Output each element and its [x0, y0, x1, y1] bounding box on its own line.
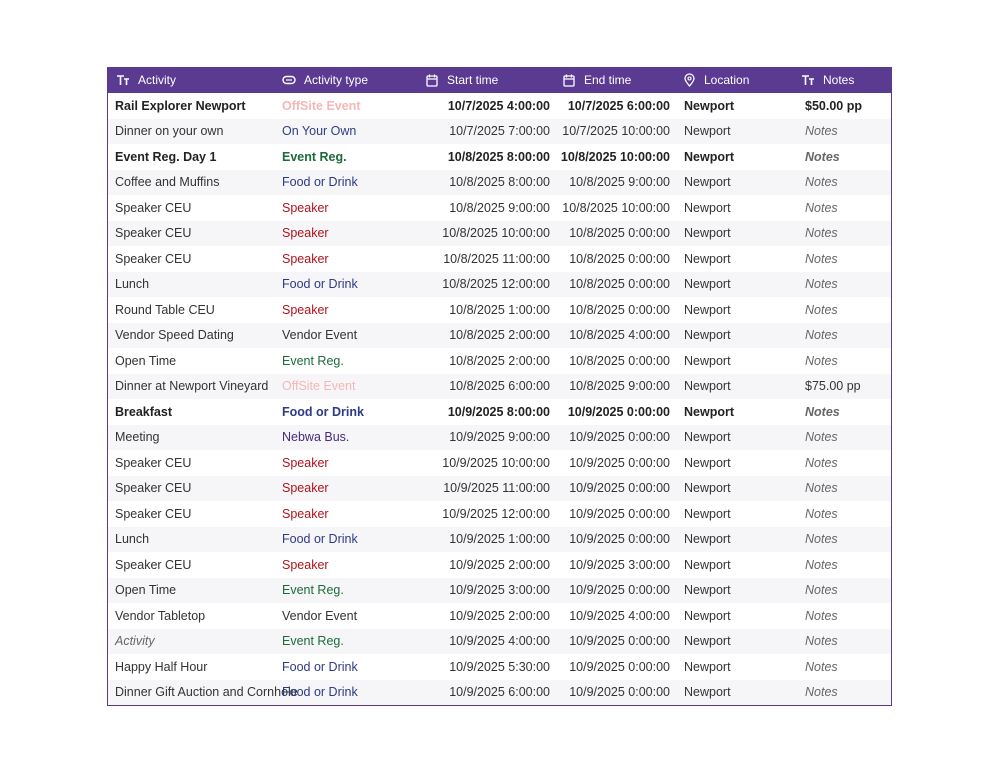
end-time-cell[interactable]: 10/8/2025 0:00:00	[569, 353, 670, 368]
column-header-start-time[interactable]	[417, 67, 554, 93]
table-row[interactable]	[108, 272, 891, 298]
activity-cell[interactable]: Speaker CEU	[115, 557, 192, 572]
end-time-cell[interactable]: 10/9/2025 4:00:00	[569, 608, 670, 623]
table-row[interactable]	[108, 170, 891, 196]
text-icon	[116, 73, 130, 87]
activity-cell[interactable]: Speaker CEU	[115, 455, 192, 470]
notes-cell[interactable]: Notes	[805, 302, 838, 317]
start-time-cell[interactable]: 10/9/2025 8:00:00	[447, 404, 550, 419]
activity-type-cell[interactable]: OffSite Event	[282, 379, 356, 394]
start-time-cell[interactable]: 10/9/2025 5:30:00	[449, 659, 550, 674]
column-header-label: Activity	[138, 73, 177, 87]
start-time-cell[interactable]: 10/9/2025 2:00:00	[449, 557, 550, 572]
table-row[interactable]	[108, 93, 891, 119]
notes-cell[interactable]: Notes	[805, 608, 838, 623]
table-row[interactable]	[108, 450, 891, 476]
notes-cell[interactable]: Notes	[805, 149, 840, 164]
activity-cell[interactable]: Dinner Gift Auction and Cornhole	[115, 685, 298, 700]
table-row[interactable]	[108, 374, 891, 400]
location-cell[interactable]: Newport	[684, 251, 731, 266]
activity-cell[interactable]: Dinner at Newport Vineyard	[115, 379, 269, 394]
table-row[interactable]	[108, 501, 891, 527]
end-time-cell[interactable]: 10/9/2025 0:00:00	[569, 532, 670, 547]
activity-cell[interactable]: Vendor Speed Dating	[115, 328, 234, 343]
activity-cell[interactable]: Breakfast	[115, 404, 172, 419]
activity-type-cell[interactable]: Speaker	[282, 251, 329, 266]
notes-cell[interactable]: Notes	[805, 583, 838, 598]
notes-cell[interactable]: Notes	[805, 353, 838, 368]
start-time-cell[interactable]: 10/8/2025 6:00:00	[449, 379, 550, 394]
start-time-cell[interactable]: 10/8/2025 2:00:00	[449, 328, 550, 343]
end-time-cell[interactable]: 10/8/2025 0:00:00	[569, 302, 670, 317]
start-time-cell[interactable]: 10/8/2025 1:00:00	[449, 302, 550, 317]
notes-cell[interactable]: $75.00 pp	[805, 379, 861, 394]
table-row[interactable]	[108, 119, 891, 145]
start-time-cell[interactable]: 10/9/2025 11:00:00	[443, 481, 550, 496]
table-row[interactable]	[108, 348, 891, 374]
notes-cell[interactable]: Notes	[805, 557, 838, 572]
table-row[interactable]	[108, 425, 891, 451]
start-time-cell[interactable]: 10/9/2025 1:00:00	[449, 532, 550, 547]
notes-cell[interactable]: Notes	[805, 634, 838, 649]
activity-cell[interactable]: Lunch	[115, 277, 150, 292]
activity-cell[interactable]: Open Time	[115, 583, 177, 598]
end-time-cell[interactable]: 10/8/2025 10:00:00	[560, 149, 670, 164]
notes-cell[interactable]: Notes	[805, 175, 838, 190]
column-header-location[interactable]	[674, 67, 793, 93]
table-header	[108, 67, 891, 93]
table-row[interactable]	[108, 552, 891, 578]
table-row[interactable]	[108, 603, 891, 629]
column-header-activity-type[interactable]	[274, 67, 417, 93]
location-cell[interactable]: Newport	[684, 149, 734, 164]
end-time-cell[interactable]: 10/9/2025 0:00:00	[569, 481, 670, 496]
start-time-cell[interactable]: 10/9/2025 12:00:00	[442, 506, 550, 521]
text-icon	[801, 73, 815, 87]
notes-cell[interactable]: Notes	[805, 251, 838, 266]
end-time-cell[interactable]: 10/8/2025 9:00:00	[569, 175, 670, 190]
end-time-cell[interactable]: 10/9/2025 0:00:00	[569, 455, 670, 470]
activity-type-cell[interactable]: Food or Drink	[282, 175, 358, 190]
activity-type-cell[interactable]: Speaker	[282, 506, 329, 521]
activity-cell[interactable]: Speaker CEU	[115, 200, 192, 215]
notes-cell[interactable]: Notes	[805, 506, 838, 521]
location-cell[interactable]: Newport	[684, 557, 731, 572]
start-time-cell[interactable]: 10/7/2025 4:00:00	[447, 98, 550, 113]
table-body	[108, 93, 891, 705]
end-time-cell[interactable]: 10/8/2025 10:00:00	[562, 200, 670, 215]
schedule-table	[107, 67, 892, 706]
activity-cell[interactable]: Dinner on your own	[115, 124, 224, 139]
location-cell[interactable]: Newport	[684, 353, 731, 368]
column-header-label: Location	[704, 73, 750, 87]
start-time-cell[interactable]: 10/8/2025 9:00:00	[449, 200, 550, 215]
column-header-label: Start time	[447, 73, 499, 87]
notes-cell[interactable]: $50.00 pp	[805, 98, 862, 113]
activity-cell[interactable]: Round Table CEU	[115, 302, 215, 317]
location-cell[interactable]: Newport	[684, 124, 731, 139]
activity-cell[interactable]: Happy Half Hour	[115, 659, 208, 674]
calendar-icon	[425, 73, 439, 87]
start-time-cell[interactable]: 10/8/2025 12:00:00	[442, 277, 550, 292]
activity-cell[interactable]: Event Reg. Day 1	[115, 149, 217, 164]
location-cell[interactable]: Newport	[684, 379, 731, 394]
table-row[interactable]	[108, 680, 891, 706]
activity-type-cell[interactable]: Food or Drink	[282, 659, 358, 674]
activity-type-cell[interactable]: Food or Drink	[282, 685, 358, 700]
location-cell[interactable]: Newport	[684, 404, 734, 419]
activity-cell[interactable]: Vendor Tabletop	[115, 608, 206, 623]
end-time-cell[interactable]: 10/9/2025 3:00:00	[569, 557, 670, 572]
end-time-cell[interactable]: 10/9/2025 0:00:00	[569, 685, 670, 700]
start-time-cell[interactable]: 10/7/2025 7:00:00	[449, 124, 550, 139]
start-time-cell[interactable]: 10/8/2025 11:00:00	[443, 251, 550, 266]
activity-cell[interactable]: Speaker CEU	[115, 506, 192, 521]
notes-cell[interactable]: Notes	[805, 200, 838, 215]
end-time-cell[interactable]: 10/8/2025 4:00:00	[569, 328, 670, 343]
activity-type-cell[interactable]: Speaker	[282, 481, 329, 496]
activity-type-cell[interactable]: Vendor Event	[282, 608, 358, 623]
calendar-icon	[562, 73, 576, 87]
activity-cell[interactable]: Lunch	[115, 532, 150, 547]
table-row[interactable]	[108, 246, 891, 272]
notes-cell[interactable]: Notes	[805, 124, 838, 139]
end-time-cell[interactable]: 10/9/2025 0:00:00	[569, 659, 670, 674]
end-time-cell[interactable]: 10/7/2025 6:00:00	[567, 98, 670, 113]
activity-cell[interactable]: Open Time	[115, 353, 177, 368]
start-time-cell[interactable]: 10/8/2025 2:00:00	[449, 353, 550, 368]
location-cell[interactable]: Newport	[684, 226, 731, 241]
start-time-cell[interactable]: 10/9/2025 2:00:00	[449, 608, 550, 623]
table-row[interactable]	[108, 323, 891, 349]
activity-type-cell[interactable]: Event Reg.	[282, 149, 347, 164]
start-time-cell[interactable]: 10/9/2025 4:00:00	[449, 634, 550, 649]
location-cell[interactable]: Newport	[684, 328, 731, 343]
activity-type-cell[interactable]: Nebwa Bus.	[282, 430, 350, 445]
location-cell[interactable]: Newport	[684, 608, 731, 623]
start-time-cell[interactable]: 10/9/2025 3:00:00	[449, 583, 550, 598]
notes-cell[interactable]: Notes	[805, 481, 838, 496]
end-time-cell[interactable]: 10/8/2025 0:00:00	[569, 226, 670, 241]
activity-type-cell[interactable]: Event Reg.	[282, 634, 344, 649]
notes-cell[interactable]: Notes	[805, 532, 838, 547]
table-row[interactable]	[108, 476, 891, 502]
column-header-label: End time	[584, 73, 632, 87]
activity-cell[interactable]: Speaker CEU	[115, 226, 192, 241]
activity-type-cell[interactable]: Speaker	[282, 200, 329, 215]
end-time-cell[interactable]: 10/7/2025 10:00:00	[562, 124, 670, 139]
location-cell[interactable]: Newport	[684, 583, 731, 598]
notes-cell[interactable]: Notes	[805, 226, 838, 241]
start-time-cell[interactable]: 10/8/2025 8:00:00	[449, 175, 550, 190]
table-row[interactable]	[108, 578, 891, 604]
location-cell[interactable]: Newport	[684, 175, 731, 190]
table-row[interactable]	[108, 221, 891, 247]
location-cell[interactable]: Newport	[684, 532, 731, 547]
activity-cell[interactable]: Activity	[115, 634, 155, 649]
activity-type-cell[interactable]: Speaker	[282, 455, 329, 470]
activity-type-cell[interactable]: OffSite Event	[282, 98, 361, 113]
location-cell[interactable]: Newport	[684, 659, 731, 674]
activity-type-cell[interactable]: Speaker	[282, 557, 329, 572]
end-time-cell[interactable]: 10/9/2025 0:00:00	[569, 583, 670, 598]
table-row[interactable]	[108, 629, 891, 655]
activity-type-cell[interactable]: Speaker	[282, 302, 329, 317]
location-cell[interactable]: Newport	[684, 481, 731, 496]
location-cell[interactable]: Newport	[684, 685, 731, 700]
end-time-cell[interactable]: 10/9/2025 0:00:00	[567, 404, 670, 419]
activity-type-cell[interactable]: On Your Own	[282, 124, 357, 139]
activity-cell[interactable]: Speaker CEU	[115, 481, 192, 496]
activity-type-cell[interactable]: Event Reg.	[282, 353, 344, 368]
end-time-cell[interactable]: 10/9/2025 0:00:00	[569, 506, 670, 521]
notes-cell[interactable]: Notes	[805, 685, 838, 700]
end-time-cell[interactable]: 10/9/2025 0:00:00	[569, 634, 670, 649]
table-row[interactable]	[108, 527, 891, 553]
location-cell[interactable]: Newport	[684, 506, 731, 521]
tag-icon	[282, 73, 296, 87]
start-time-cell[interactable]: 10/8/2025 10:00:00	[442, 226, 550, 241]
table-row[interactable]	[108, 195, 891, 221]
column-header-end-time[interactable]	[554, 67, 674, 93]
location-cell[interactable]: Newport	[684, 634, 731, 649]
activity-cell[interactable]: Rail Explorer Newport	[115, 98, 246, 113]
column-header-activity[interactable]	[108, 67, 274, 93]
table-row[interactable]	[108, 297, 891, 323]
table-row[interactable]	[108, 144, 891, 170]
activity-type-cell[interactable]: Event Reg.	[282, 583, 344, 598]
end-time-cell[interactable]: 10/8/2025 0:00:00	[569, 277, 670, 292]
start-time-cell[interactable]: 10/9/2025 6:00:00	[449, 685, 550, 700]
start-time-cell[interactable]: 10/9/2025 9:00:00	[449, 430, 550, 445]
start-time-cell[interactable]: 10/9/2025 10:00:00	[442, 455, 550, 470]
activity-cell[interactable]: Coffee and Muffins	[115, 175, 220, 190]
end-time-cell[interactable]: 10/8/2025 0:00:00	[569, 251, 670, 266]
activity-type-cell[interactable]: Speaker	[282, 226, 329, 241]
notes-cell[interactable]: Notes	[805, 455, 838, 470]
notes-cell[interactable]: Notes	[805, 328, 838, 343]
notes-cell[interactable]: Notes	[805, 404, 840, 419]
table-row[interactable]	[108, 654, 891, 680]
column-header-notes[interactable]	[793, 67, 891, 93]
end-time-cell[interactable]: 10/8/2025 9:00:00	[569, 379, 670, 394]
column-header-label: Notes	[823, 73, 855, 87]
notes-cell[interactable]: Notes	[805, 659, 838, 674]
notes-cell[interactable]: Notes	[805, 430, 838, 445]
location-cell[interactable]: Newport	[684, 455, 731, 470]
table-row[interactable]	[108, 399, 891, 425]
notes-cell[interactable]: Notes	[805, 277, 838, 292]
location-cell[interactable]: Newport	[684, 277, 731, 292]
location-cell[interactable]: Newport	[684, 430, 731, 445]
column-header-label: Activity type	[304, 73, 369, 87]
activity-type-cell[interactable]: Food or Drink	[282, 404, 364, 419]
activity-type-cell[interactable]: Food or Drink	[282, 277, 358, 292]
start-time-cell[interactable]: 10/8/2025 8:00:00	[447, 149, 550, 164]
end-time-cell[interactable]: 10/9/2025 0:00:00	[569, 430, 670, 445]
activity-type-cell[interactable]: Food or Drink	[282, 532, 358, 547]
activity-cell[interactable]: Meeting	[115, 430, 160, 445]
activity-type-cell[interactable]: Vendor Event	[282, 328, 358, 343]
location-cell[interactable]: Newport	[684, 98, 734, 113]
pin-icon	[682, 73, 696, 87]
location-cell[interactable]: Newport	[684, 200, 731, 215]
activity-cell[interactable]: Speaker CEU	[115, 251, 192, 266]
location-cell[interactable]: Newport	[684, 302, 731, 317]
